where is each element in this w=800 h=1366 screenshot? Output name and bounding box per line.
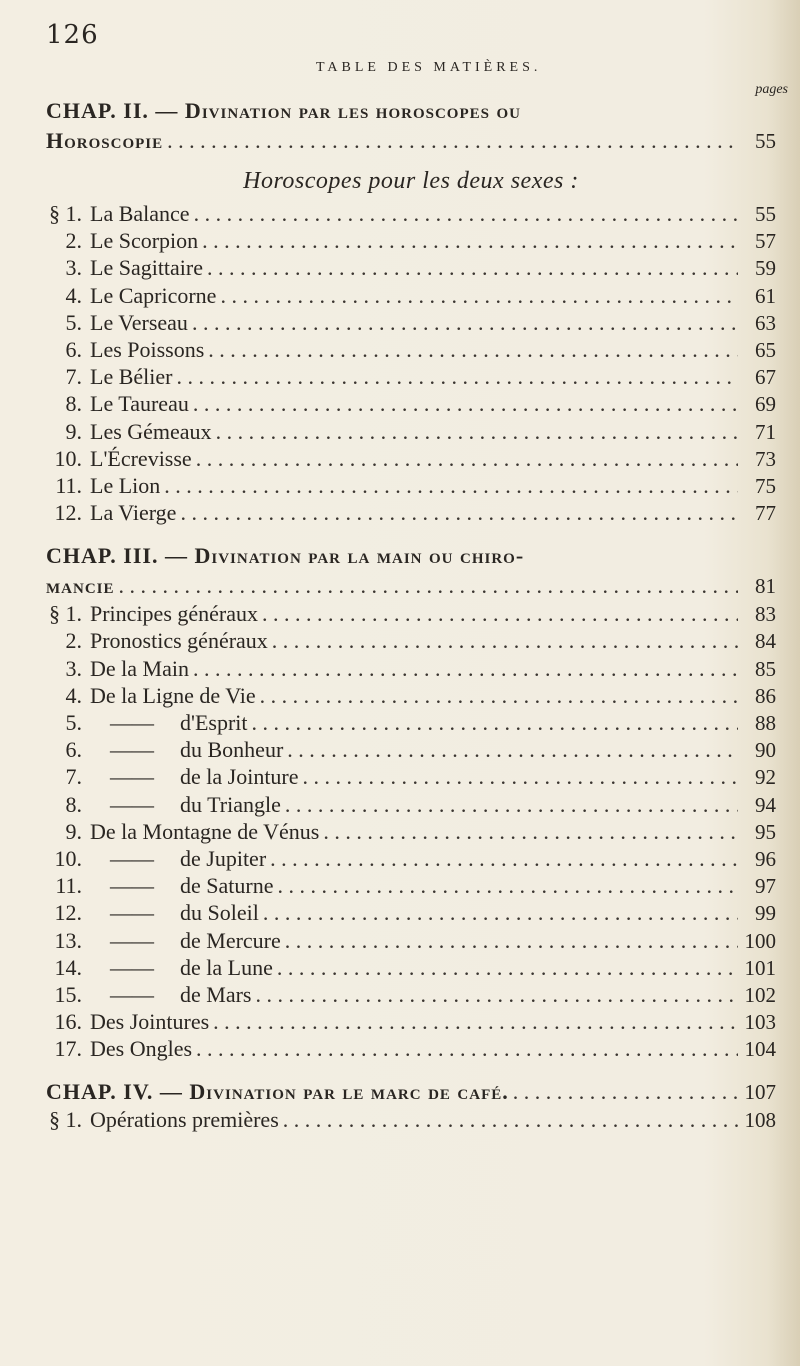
entry-title: de la Lune — [180, 954, 273, 980]
leader-dots — [277, 873, 738, 899]
leader-dots — [193, 391, 738, 417]
toc-entry[interactable] — [46, 819, 776, 846]
entry-number: 8. — [65, 791, 82, 817]
toc-entry[interactable] — [46, 792, 776, 819]
page-number: 126 — [46, 20, 99, 50]
entry-number: 6. — [65, 336, 82, 362]
entry-title: Pronostics généraux — [90, 628, 268, 654]
entry-page: 57 — [755, 229, 776, 254]
toc-entry[interactable] — [46, 364, 776, 391]
ditto-dash: —— — [110, 764, 154, 790]
entry-title: du Bonheur — [180, 737, 284, 763]
toc-entry[interactable] — [46, 1107, 776, 1134]
leader-dots — [262, 601, 738, 627]
entry-title: Le Bélier — [90, 364, 173, 390]
chapter-2-page: 55 — [755, 129, 776, 153]
chapter-2-heading-cont[interactable] — [46, 126, 776, 156]
toc-entry[interactable] — [46, 1036, 776, 1063]
entry-title: de Jupiter — [180, 845, 267, 871]
entry-page: 97 — [755, 874, 776, 899]
entry-page: 63 — [755, 310, 776, 335]
entry-number: 11. — [55, 873, 82, 899]
entry-number: 7. — [65, 764, 82, 790]
entry-page: 95 — [755, 819, 776, 844]
toc-entry[interactable] — [46, 737, 776, 764]
leader-dots — [287, 737, 738, 763]
entry-number: 4. — [65, 282, 82, 308]
entry-title: Des Ongles — [90, 1036, 193, 1062]
leader-dots — [202, 228, 738, 254]
entry-page: 55 — [755, 202, 776, 226]
entry-page: 73 — [755, 446, 776, 471]
leader-dots — [260, 683, 738, 709]
entry-number: 4. — [65, 682, 82, 708]
entry-title: Le Capricorne — [90, 282, 217, 308]
entry-page: 75 — [755, 473, 776, 498]
leader-dots — [167, 126, 738, 156]
leader-dots — [194, 201, 738, 227]
leader-dots — [119, 571, 739, 601]
entry-number: § 1. — [49, 201, 82, 226]
entry-page: 67 — [755, 365, 776, 390]
leader-dots — [285, 928, 738, 954]
entry-number: 11. — [55, 472, 82, 498]
entry-title: Opérations premières — [90, 1107, 279, 1133]
toc-entry[interactable] — [46, 764, 776, 791]
entry-page: 104 — [744, 1037, 776, 1062]
entry-page: 90 — [755, 738, 776, 763]
entry-title: Le Sagittaire — [90, 255, 204, 281]
toc-entry[interactable] — [46, 601, 776, 628]
entry-page: 102 — [744, 982, 776, 1007]
chapter-2-subtitle: Horoscopes pour les deux sexes : — [243, 168, 579, 194]
entry-number: 15. — [54, 981, 82, 1007]
entry-page: 88 — [755, 711, 776, 735]
leader-dots — [513, 1077, 738, 1107]
running-title: TABLE DES MATIÈRES. — [316, 60, 542, 75]
toc-entry[interactable] — [46, 656, 776, 683]
entry-title: La Balance — [90, 201, 190, 226]
leader-dots — [252, 710, 738, 736]
ditto-dash: —— — [110, 710, 154, 735]
leader-dots — [208, 337, 738, 363]
leader-dots — [303, 764, 738, 790]
entry-title: du Triangle — [180, 791, 281, 817]
toc-entry[interactable] — [46, 846, 776, 873]
chapter-4-title: CHAP. IV. — Divination par le marc de café. — [46, 1079, 509, 1105]
entry-page: 69 — [755, 392, 776, 417]
table-of-contents — [46, 96, 776, 1135]
leader-dots — [180, 500, 738, 526]
chapter-4-page: 107 — [744, 1080, 776, 1105]
entry-page: 94 — [755, 792, 776, 817]
entry-title: Des Jointures — [90, 1009, 210, 1035]
chapter-4-entries — [46, 1107, 776, 1134]
chapter-4-heading[interactable] — [46, 1077, 776, 1107]
chapter-3-heading-cont[interactable] — [46, 571, 776, 601]
entry-number: § 1. — [49, 601, 82, 627]
entry-title: De la Montagne de Vénus — [90, 818, 320, 844]
page-header — [46, 14, 770, 75]
leader-dots — [272, 628, 738, 654]
entry-number: 2. — [65, 628, 82, 654]
entry-page: 61 — [755, 283, 776, 308]
entry-number: 7. — [65, 364, 82, 390]
entry-page: 103 — [744, 1010, 776, 1035]
toc-entry[interactable] — [46, 683, 776, 710]
leader-dots — [176, 364, 738, 390]
entry-title: de Mercure — [180, 927, 281, 953]
toc-entry[interactable] — [46, 419, 776, 446]
chapter-2-heading[interactable] — [46, 96, 776, 126]
entry-number: 6. — [65, 737, 82, 763]
toc-entry[interactable] — [46, 900, 776, 927]
toc-entry[interactable] — [46, 873, 776, 900]
toc-entry[interactable] — [46, 473, 776, 500]
entry-title: de la Jointure — [180, 764, 299, 790]
entry-number: 12. — [54, 500, 82, 526]
ditto-dash: —— — [110, 845, 154, 871]
ditto-dash: —— — [110, 954, 154, 980]
entry-number: 14. — [54, 954, 82, 980]
ditto-dash: —— — [110, 927, 154, 953]
entry-title: Les Gémeaux — [90, 418, 212, 444]
leader-dots — [220, 283, 738, 309]
toc-entry[interactable] — [46, 391, 776, 418]
leader-dots — [216, 419, 738, 445]
entry-page: 59 — [755, 256, 776, 281]
entry-page: 65 — [755, 337, 776, 362]
entry-number: 12. — [54, 900, 82, 926]
entry-page: 85 — [755, 656, 776, 681]
toc-entry[interactable] — [46, 710, 776, 737]
ditto-dash: —— — [110, 791, 154, 817]
chapter-3-heading[interactable] — [46, 541, 776, 571]
chapter-2-entries — [46, 201, 776, 527]
entry-page: 77 — [755, 501, 776, 526]
chapter-3-title-cont: mancie — [46, 573, 115, 599]
ditto-dash: —— — [110, 737, 154, 763]
chapter-3-entries — [46, 601, 776, 1063]
entry-title: de Saturne — [180, 873, 274, 899]
leader-dots — [213, 1009, 738, 1035]
entry-number: 10. — [54, 845, 82, 871]
toc-entry[interactable] — [46, 283, 776, 310]
entry-number: § 1. — [49, 1107, 82, 1133]
ditto-dash: —— — [110, 873, 154, 899]
toc-entry[interactable] — [46, 982, 776, 1009]
chapter-3-title: CHAP. III. — Divination par la main ou chiro- — [46, 543, 525, 569]
toc-entry[interactable] — [46, 201, 776, 228]
entry-number: 2. — [65, 228, 82, 254]
entry-number: 13. — [54, 927, 82, 953]
ditto-dash: —— — [110, 900, 154, 926]
leader-dots — [196, 1036, 738, 1062]
entry-title: Le Verseau — [90, 309, 188, 335]
entry-number: 3. — [65, 255, 82, 281]
entry-page: 84 — [755, 629, 776, 654]
toc-entry[interactable] — [46, 255, 776, 282]
chapter-3-page: 81 — [755, 574, 776, 599]
entry-title: du Soleil — [180, 900, 259, 926]
toc-entry[interactable] — [46, 446, 776, 473]
toc-entry[interactable] — [46, 955, 776, 982]
entry-page: 99 — [755, 901, 776, 926]
entry-number: 9. — [65, 818, 82, 844]
leader-dots — [207, 255, 738, 281]
leader-dots — [192, 310, 738, 336]
toc-entry[interactable] — [46, 310, 776, 337]
entry-title: Le Taureau — [90, 391, 189, 417]
entry-title: Principes généraux — [90, 601, 258, 627]
entry-title: La Vierge — [90, 500, 177, 526]
leader-dots — [164, 473, 738, 499]
entry-number: 17. — [54, 1036, 82, 1062]
toc-entry[interactable] — [46, 337, 776, 364]
toc-entry[interactable] — [46, 628, 776, 655]
entry-title: Les Poissons — [90, 336, 205, 362]
entry-page: 71 — [755, 419, 776, 444]
leader-dots — [196, 446, 738, 472]
entry-number: 10. — [54, 445, 82, 471]
entry-number: 5. — [65, 710, 82, 735]
toc-entry[interactable] — [46, 228, 776, 255]
leader-dots — [323, 819, 738, 845]
toc-entry[interactable] — [46, 500, 776, 527]
entry-number: 5. — [65, 309, 82, 335]
pages-column-label: pages — [755, 82, 788, 97]
toc-entry[interactable] — [46, 928, 776, 955]
entry-number: 3. — [65, 655, 82, 681]
entry-title: De la Ligne de Vie — [90, 682, 256, 708]
entry-page: 83 — [755, 602, 776, 627]
chapter-2-title: CHAP. II. — Divination par les horoscopes ou — [46, 98, 521, 123]
leader-dots — [255, 982, 738, 1008]
entry-page: 86 — [755, 683, 776, 708]
leader-dots — [193, 656, 738, 682]
chapter-2-title-cont: Horoscopie — [46, 128, 164, 153]
entry-title: De la Main — [90, 655, 189, 681]
entry-page: 100 — [744, 928, 776, 953]
entry-title: d'Esprit — [180, 710, 248, 735]
entry-title: de Mars — [180, 981, 252, 1007]
entry-page: 92 — [755, 765, 776, 790]
entry-number: 9. — [65, 418, 82, 444]
leader-dots — [285, 792, 738, 818]
toc-entry[interactable] — [46, 1009, 776, 1036]
leader-dots — [277, 955, 738, 981]
entry-page: 108 — [744, 1108, 776, 1133]
entry-title: L'Écrevisse — [90, 445, 192, 471]
leader-dots — [270, 846, 738, 872]
entry-page: 96 — [755, 846, 776, 871]
ditto-dash: —— — [110, 981, 154, 1007]
entry-number: 16. — [54, 1009, 82, 1035]
leader-dots — [263, 900, 738, 926]
entry-number: 8. — [65, 391, 82, 417]
entry-page: 101 — [744, 955, 776, 980]
entry-title: Le Scorpion — [90, 228, 199, 254]
entry-title: Le Lion — [90, 472, 161, 498]
leader-dots — [283, 1107, 738, 1133]
